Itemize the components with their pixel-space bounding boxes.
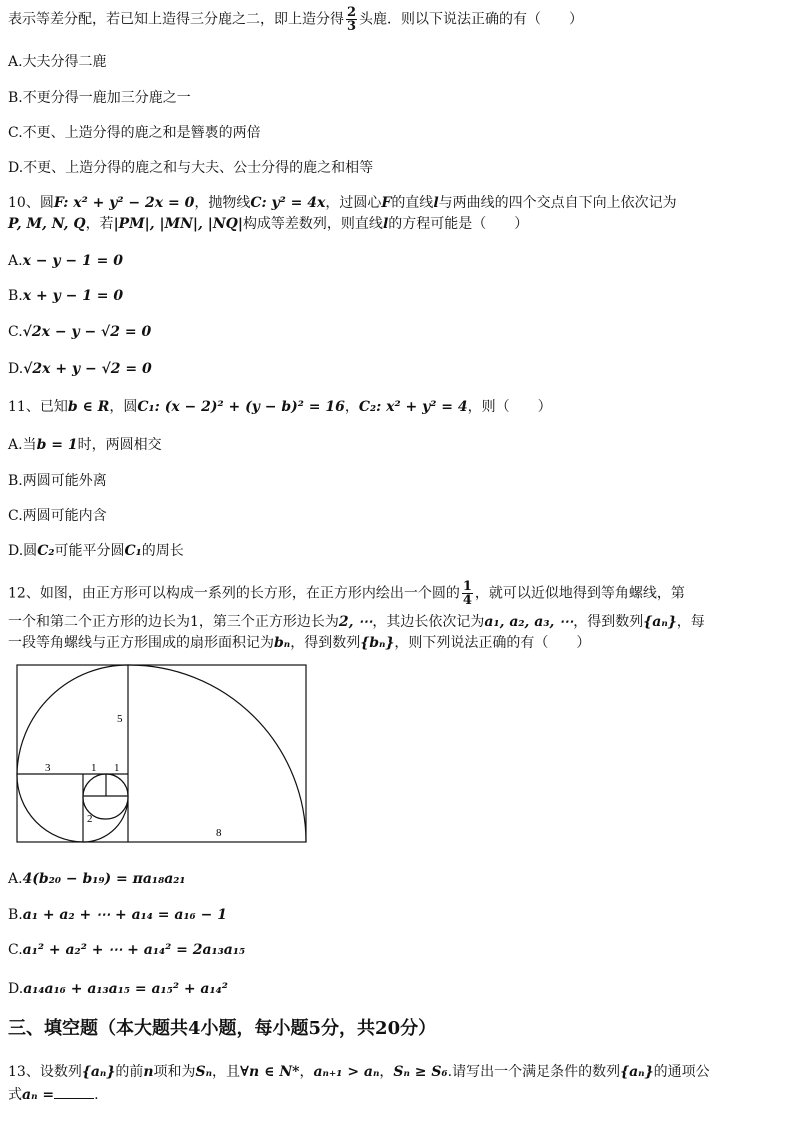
label-2: 2 bbox=[87, 813, 93, 825]
q13-stem-line2: 式aₙ = . bbox=[8, 1084, 99, 1105]
section-3-title: 三、填空题（本大题共4小题，每小题5分，共20分） bbox=[8, 1018, 437, 1039]
label-8: 8 bbox=[216, 827, 222, 839]
answer-blank[interactable] bbox=[54, 1084, 94, 1099]
q10-parabola-eq: C: y² = 4x bbox=[250, 195, 326, 211]
q10-option-c: C.√2x − y − √2 = 0 bbox=[8, 324, 152, 340]
q11-option-b: B.两圆可能外离 bbox=[8, 473, 107, 489]
q10-option-b: B.x + y − 1 = 0 bbox=[8, 288, 124, 304]
q9-fraction: $\frac{2}{3}$ bbox=[347, 5, 357, 34]
q12-option-c: C.a₁² + a₂² + ⋯ + a₁₄² = 2a₁₃a₁₅ bbox=[8, 942, 246, 958]
q9-option-b: B.不更分得一鹿加三分鹿之一 bbox=[8, 90, 191, 106]
q11-option-a: A.当b = 1时，两圆相交 bbox=[8, 437, 162, 453]
q12-stem-line3: 一段等角螺线与正方形围成的扇形面积记为bₙ，得到数列{bₙ}，则下列说法正确的有（ ） bbox=[8, 635, 591, 651]
q9-option-c: C.不更、上造分得的鹿之和是簪褭的两倍 bbox=[8, 125, 261, 141]
golden-spiral-figure bbox=[16, 664, 308, 844]
q10-circle-eq: F: x² + y² − 2x = 0 bbox=[53, 195, 195, 211]
q10-stem-line1: 10、圆F: x² + y² − 2x = 0，抛物线C: y² = 4x，过圆心F的直线l与两曲线的四个交点自下向上依次记为 bbox=[8, 195, 677, 211]
q11-circle-c1: C₁: (x − 2)² + (y − b)² = 16 bbox=[137, 399, 345, 415]
q11-stem: 11、已知b ∈ R，圆C₁: (x − 2)² + (y − b)² = 16，C₂: x² + y² = 4，则（ ） bbox=[8, 399, 552, 415]
q9-stem bbox=[8, 6, 583, 33]
q12-option-a: A.4(b₂₀ − b₁₉) = πa₁₈a₂₁ bbox=[8, 871, 186, 887]
q12-stem-line2: 一个和第二个正方形的边长为1，第三个正方形边长为2, ⋯，其边长依次记为a₁, a₂, a₃, ⋯，得到数列{aₙ}，每 bbox=[8, 614, 705, 630]
q11-option-c: C.两圆可能内含 bbox=[8, 508, 107, 524]
q9-option-a: A.大夫分得二鹿 bbox=[8, 54, 107, 70]
label-1b: 1 bbox=[114, 762, 120, 774]
label-3: 3 bbox=[45, 762, 51, 774]
q9-stem-a: 表示等差分配，若已知上造得三分鹿之二，即上造分得 bbox=[8, 11, 344, 28]
q12-option-b: B.a₁ + a₂ + ⋯ + a₁₄ = a₁₆ − 1 bbox=[8, 907, 227, 923]
q9-stem-b: 头鹿．则以下说法正确的有（ ） bbox=[359, 11, 584, 28]
outer-rectangle bbox=[17, 665, 306, 842]
label-1a: 1 bbox=[91, 762, 97, 774]
q10-stem-line2: P, M, N, Q，若|PM|, |MN|, |NQ|构成等差数列，则直线l的方程可能是（ ） bbox=[8, 216, 529, 232]
equiangular-spiral bbox=[17, 665, 306, 842]
q11-option-d: D.圆C₂可能平分圆C₁的周长 bbox=[8, 543, 184, 559]
q13-stem-line1: 13、设数列{aₙ}的前n项和为Sₙ，且∀n ∈ N*，aₙ₊₁ > aₙ，Sₙ ≥ S₆.请写出一个满足条件的数列{aₙ}的通项公 bbox=[8, 1064, 710, 1080]
q10-option-a: A.x − y − 1 = 0 bbox=[8, 253, 123, 269]
q12-option-d: D.a₁₄a₁₆ + a₁₃a₁₅ = a₁₅² + a₁₄² bbox=[8, 981, 228, 997]
q12-fraction: $\frac{1}{4}$ bbox=[462, 579, 472, 608]
q11-circle-c2: C₂: x² + y² = 4 bbox=[358, 399, 468, 415]
label-5: 5 bbox=[117, 713, 123, 725]
q10-option-d: D.√2x + y − √2 = 0 bbox=[8, 361, 152, 377]
q12-stem-line1: 12、如图，由正方形可以构成一系列的长方形，在正方形内绘出一个圆的 $\frac{1}{4}$ ，就可以近似地得到等角螺线，第 bbox=[8, 579, 685, 608]
q9-option-d: D.不更、上造分得的鹿之和与大夫、公士分得的鹿之和相等 bbox=[8, 160, 374, 176]
